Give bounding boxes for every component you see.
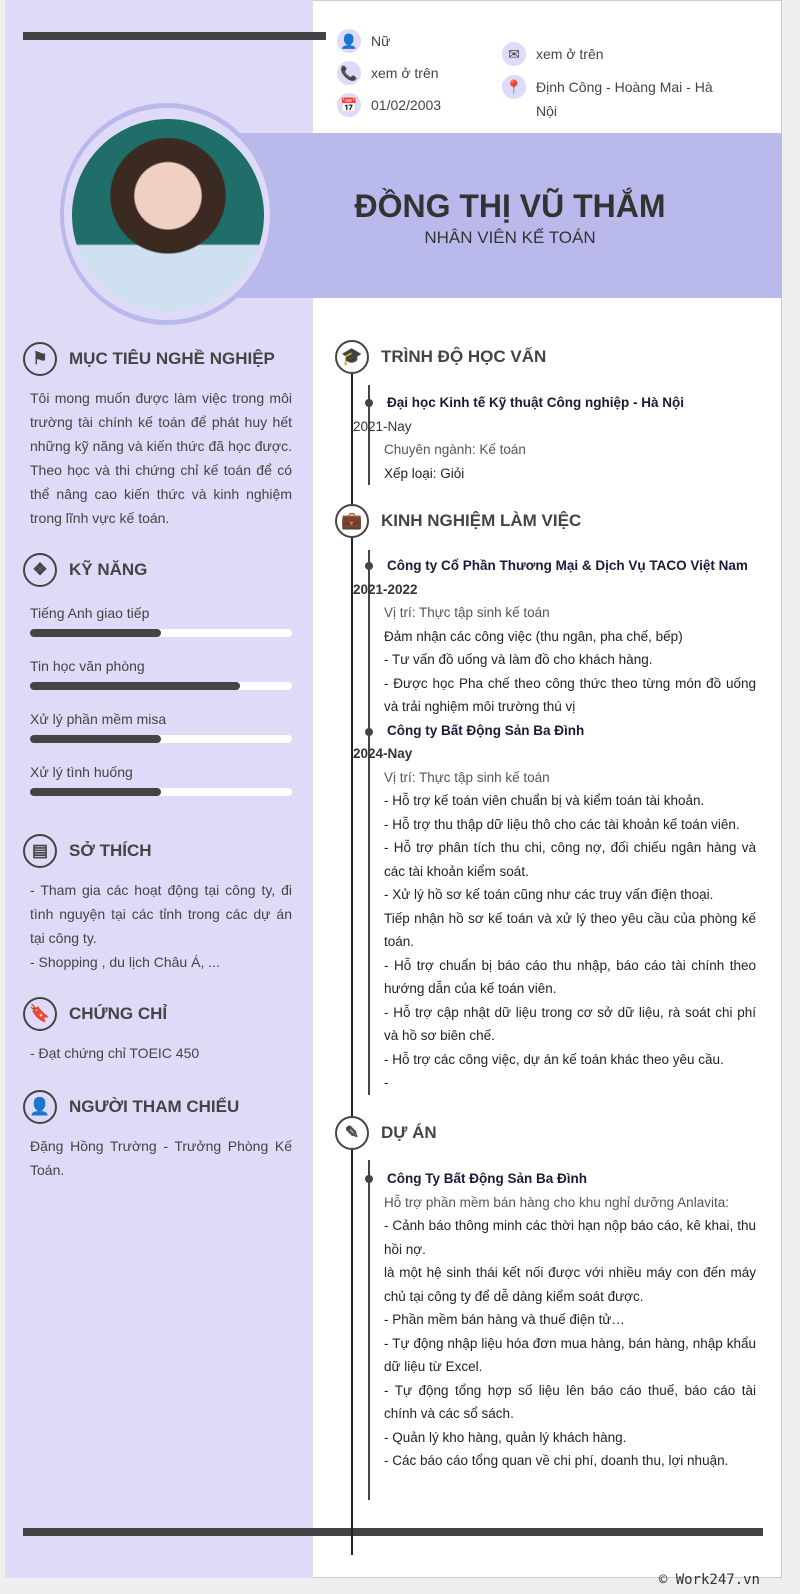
education-heading: 🎓 TRÌNH ĐỘ HỌC VẤN (335, 340, 546, 374)
skill-level-bar (30, 682, 240, 690)
user-icon: 👤 (337, 29, 361, 53)
graduation-cap-icon: 🎓 (335, 340, 369, 374)
profile-photo (72, 119, 264, 311)
briefcase-icon: 💼 (335, 504, 369, 538)
experience-heading: 💼 KINH NGHIỆM LÀM VIỆC (335, 504, 581, 538)
timeline-line (351, 374, 353, 1555)
references-text: Đặng Hồng Trường - Trưởng Phòng Kế Toán. (30, 1138, 292, 1178)
document-icon: ▤ (23, 834, 57, 868)
calendar-icon: 📅 (337, 93, 361, 117)
envelope-icon: ✉ (502, 42, 526, 66)
references-heading: 👤 NGƯỜI THAM CHIẾU (23, 1090, 239, 1124)
contact-email: ✉ xem ở trên (502, 42, 604, 66)
timeline-dot (365, 562, 373, 570)
skill-item: Xử lý phần mềm misa (30, 711, 292, 743)
skills-heading: ❖ KỸ NĂNG (23, 553, 147, 587)
skill-level-bar (30, 735, 161, 743)
objective-text: Tôi mong muốn được làm việc trong môi trường tài chính kế toán để phát huy hết những kỹ năng và kiến thức đã học được. Theo học và thi chứng chỉ kế toán để có thể nâng cao kiến thức và kinh nghiệm trong lĩnh vực kế toán. (30, 390, 292, 526)
education-entry: Đại học Kinh tế Kỹ thuật Công nghiệp - Hà Nội 2021-Nay Chuyên ngành: Kế toán Xếp loại: Giỏi (353, 395, 684, 481)
projects-heading: ✎ DỰ ÁN (335, 1116, 437, 1150)
map-marker-icon: 📍 (502, 75, 526, 99)
phone-icon: 📞 (337, 61, 361, 85)
skill-level-bar (30, 629, 161, 637)
contact-phone: 📞 xem ở trên (337, 61, 439, 85)
timeline-dot (365, 728, 373, 736)
skill-item: Xử lý tình huống (30, 764, 292, 796)
pencil-icon: ✎ (335, 1116, 369, 1150)
hobbies-heading: ▤ SỞ THÍCH (23, 834, 152, 868)
candidate-name: ĐỒNG THỊ VŨ THẮM (354, 188, 666, 224)
skill-item: Tiếng Anh giao tiếp (30, 605, 292, 637)
contact-address: 📍 Định Công - Hoàng Mai - Hà Nội (502, 75, 722, 123)
flag-icon: ⚑ (23, 342, 57, 376)
job-title: NHÂN VIÊN KẾ TOÁN (424, 228, 596, 247)
bottom-bar (23, 1528, 763, 1536)
projects-subline (368, 1160, 370, 1500)
user-icon: 👤 (23, 1090, 57, 1124)
certificates-text: - Đạt chứng chỉ TOEIC 450 (30, 1045, 200, 1061)
timeline-dot (365, 399, 373, 407)
watermark: © Work247.vn (658, 1572, 760, 1588)
objective-heading: ⚑ MỤC TIÊU NGHỀ NGHIỆP (23, 342, 275, 376)
timeline-dot (365, 1175, 373, 1183)
hobbies-text: - Tham gia các hoạt động tại công ty, đi tình nguyện tại các tỉnh trong các dự án tại công ty. - Shopping , du lịch Châu Á, ... (30, 882, 292, 970)
experience-subline (368, 550, 370, 1095)
skill-item: Tin học văn phòng (30, 658, 292, 690)
top-bar (23, 32, 326, 40)
contact-gender: 👤 Nữ (337, 29, 390, 53)
contact-birthday: 📅 01/02/2003 (337, 93, 441, 117)
experience-list: Công ty Cổ Phần Thương Mại & Dịch Vụ TACO Việt Nam 2021-2022 Vị trí: Thực tập sinh kế toán Đảm nhận các công việc (thu ngân, pha chế, bếp) - Tư vấn đồ uống và làm đồ cho khách hàng. - Được học Pha chế theo công thức theo từng món đồ uống và trải nghiệm môi trường thú vị Công ty Bất Động Sản Ba Đình 2024-Nay Vị trí: Thực tập sinh kế toán - Hỗ trợ kế toán viên chuẩn bị và kiểm toán tài khoản. - Hỗ trợ thu thập dữ liệu thô cho các tài khoản kế toán viên. - Hỗ trợ phân tích thu chi, công nợ, đối chiếu ngân hàng và các tài khoản kiểm soát. - Xử lý hồ sơ kế toán cũng như các truy vấn điện thoại. Tiếp nhận hồ sơ kế toán và xử lý theo yêu cầu của phòng kế toán. - Hỗ trợ chuẩn bị báo cáo thu nhập, báo cáo tài chính theo hướng dẫn của kế toán viên. - Hỗ trợ cập nhật dữ liệu trong cơ sở dữ liệu, rà soát chi phí và hồ sơ biên chế. - Hỗ trợ các công việc, dự án kế toán khác theo yêu cầu. - (353, 558, 756, 1090)
certificates-heading: 🔖 CHỨNG CHỈ (23, 997, 167, 1031)
skill-level-bar (30, 788, 161, 796)
project-entry: Công Ty Bất Động Sản Ba Đình Hỗ trợ phần mềm bán hàng cho khu nghỉ dưỡng Anlavita: - Cảnh báo thông minh các thời hạn nộp báo cáo, kê khai, thu hồi nợ. là một hệ sinh thái kết nối được với nhiều máy con đến máy chủ tại công ty để dễ dàng kiểm soát được. - Phần mềm bán hàng và thuế điện tử… - Tự động nhập liệu hóa đơn mua hàng, bán hàng, nhập khẩu dữ liệu từ Excel. - Tự động tổng hợp số liệu lên báo cáo thuế, báo cáo tài chính và các sổ sách. - Quản lý kho hàng, quản lý khách hàng. - Các báo cáo tổng quan về chi phí, doanh thu, lợi nhuận. (384, 1171, 756, 1468)
bookmark-icon: 🔖 (23, 997, 57, 1031)
cubes-icon: ❖ (23, 553, 57, 587)
